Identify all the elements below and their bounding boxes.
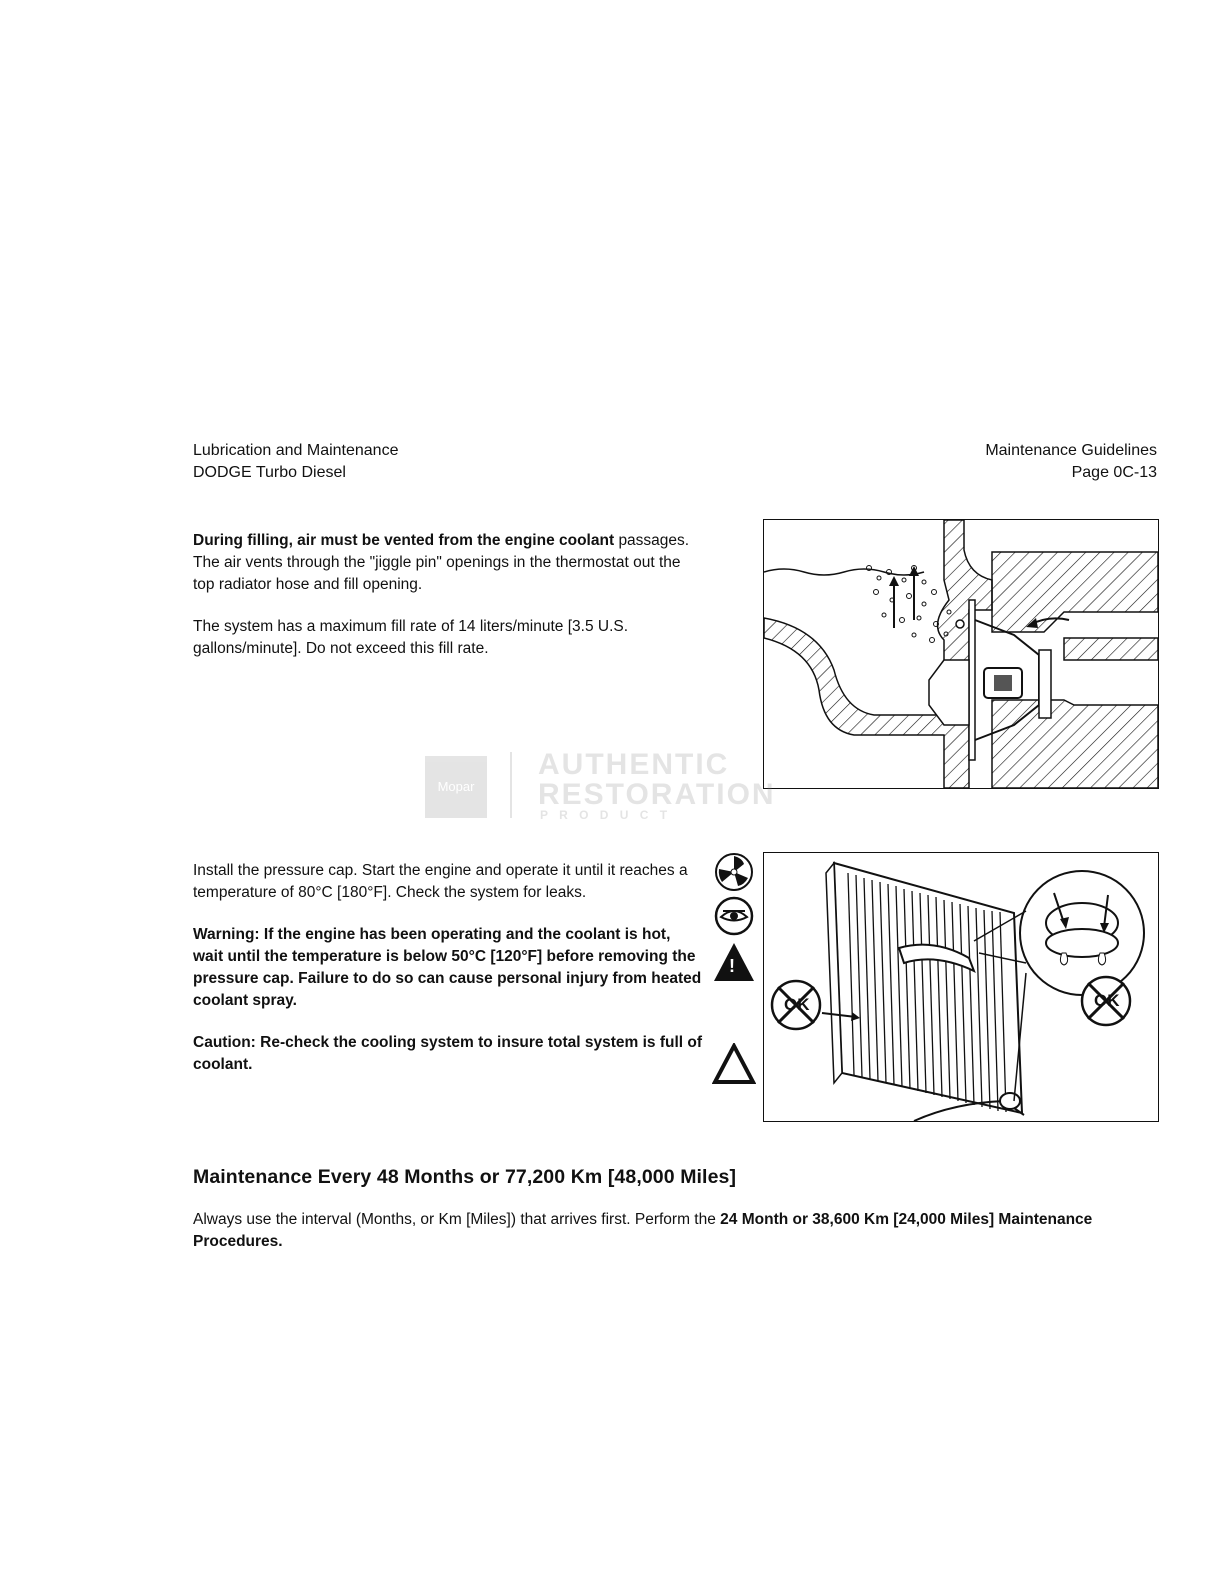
watermark-line1: AUTHENTIC: [538, 748, 730, 781]
interval-instruction: Always use the interval (Months, or Km [Miles]) that arrives first. Perform the: [193, 1211, 716, 1228]
section-body: [193, 1209, 1153, 1253]
warning-exclamation: !: [729, 956, 735, 976]
header-page-number: Page 0C-13: [1071, 464, 1157, 481]
section-48-month: [193, 1166, 1153, 1253]
caution-paragraph: [193, 1032, 703, 1076]
watermark: [425, 748, 785, 822]
header-section-title: Maintenance Guidelines: [985, 442, 1157, 459]
header-right: [985, 440, 1157, 484]
radiator-diagram: [763, 852, 1159, 1122]
venting-intro: During filling, air must be vented from the engine coolant: [193, 532, 615, 549]
header-left: [193, 440, 398, 484]
watermark-divider: [510, 752, 512, 818]
safety-icon-column: [712, 852, 760, 1084]
section-heading: Maintenance Every 48 Months or 77,200 Km [48,000 Miles]: [193, 1166, 737, 1188]
caution-text: Re-check the cooling system to insure total system is full of coolant.: [193, 1034, 703, 1073]
warning-text: If the engine has been operating and the coolant is hot, wait until the temperature is below 50°C [120°F] before removing the pressure cap. Failure to do so can cause personal injury from heated coolant spray.: [193, 926, 702, 1009]
ok-mark-left: OK: [784, 995, 810, 1014]
thermostat-diagram: [763, 519, 1159, 789]
watermark-line2: RESTORATION: [538, 778, 776, 811]
venting-paragraph: [193, 530, 703, 596]
fan-icon: [712, 852, 756, 892]
pressure-cap-instructions: [193, 860, 703, 1076]
venting-detail: passages. The air vents through the "jiggle pin" openings in the thermostat out the top radiator hose and fill opening.: [193, 532, 690, 593]
warning-paragraph: [193, 924, 703, 1012]
warning-label: Warning:: [193, 926, 260, 943]
header-manual-title: Lubrication and Maintenance: [193, 442, 399, 459]
mopar-logo: Mopar: [425, 756, 487, 818]
header-vehicle: DODGE Turbo Diesel: [193, 464, 346, 481]
caution-triangle-icon: [712, 1044, 756, 1084]
fill-rate-paragraph: The system has a maximum fill rate of 14 liters/minute [3.5 U.S. gallons/minute]. Do not exceed this fill rate.: [193, 618, 629, 657]
watermark-line3: P R O D U C T: [540, 808, 672, 822]
warning-triangle-icon: [712, 942, 756, 982]
procedure-reference: 24 Month or 38,600 Km [24,000 Miles] Maintenance Procedures.: [193, 1211, 1093, 1250]
fill-instructions: [193, 530, 703, 660]
caution-label: Caution:: [193, 1034, 256, 1051]
eye-protection-icon: [712, 896, 756, 936]
start-engine-paragraph: Install the pressure cap. Start the engine and operate it until it reaches a temperature of 80°C [180°F]. Check the system for leaks.: [193, 862, 688, 901]
ok-mark-right: OK: [1094, 991, 1120, 1010]
